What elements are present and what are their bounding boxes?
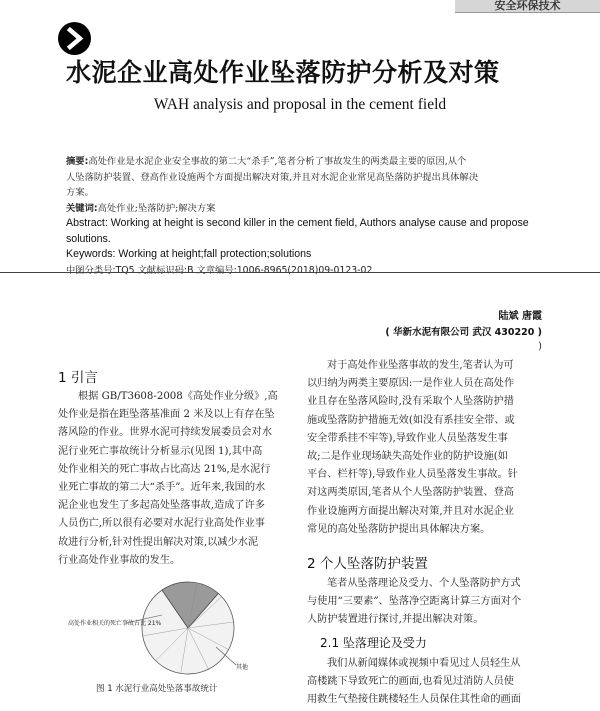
right-column-body bbox=[307, 357, 547, 539]
body-line: 以归纳为两类主要原因:一是作业人员在高处作 bbox=[307, 378, 515, 390]
body-line: 故;二是作业现场缺失高处作业的防护设施(如 bbox=[307, 450, 508, 462]
section-2-1-heading: 2.1 坠落理论及受力 bbox=[320, 636, 427, 650]
section-2-1-body bbox=[307, 655, 547, 710]
body-line: 用救生气垫接住跳楼轻生人员保住其性命的画面 bbox=[307, 694, 521, 706]
body-line: 我们从新闻媒体或视频中看见过人员轻生从 bbox=[327, 658, 521, 669]
article-title: 水泥企业高处作业坠落防护分析及对策 bbox=[66, 58, 500, 87]
body-line: 业且存在坠落风险时,没有采取个人坠落防护措 bbox=[307, 396, 514, 408]
keywords-en: Keywords: Working at height;fall protection;solutions bbox=[66, 248, 312, 260]
abstract-cn bbox=[66, 154, 544, 201]
body-line: 笔者从坠落理论及受力、个人坠落防护方式 bbox=[327, 578, 521, 589]
abstract-line: 方案。 bbox=[66, 187, 94, 198]
body-line: 泥企业也发生了多起高处坠落事故,造成了许多 bbox=[58, 500, 265, 512]
body-line: 对于高处作业坠落事故的发生,笔者认为可 bbox=[327, 360, 514, 371]
body-line: 故进行分析,针对性提出解决对策,以减少水泥 bbox=[58, 536, 259, 548]
keywords-label: 关键词: bbox=[66, 202, 98, 214]
body-line: 业死亡事故的第二大“杀手”。近年来,我国的水 bbox=[58, 481, 266, 493]
body-line: 对这两类原因,笔者从个人坠落防护装置、登高 bbox=[307, 487, 514, 499]
body-line: 泥行业死亡事故统计分析显示(见图 1),其中高 bbox=[58, 445, 263, 457]
keywords-cn bbox=[66, 201, 544, 217]
journal-section-tab: 安全环保技术 bbox=[455, 0, 600, 13]
section-2-body bbox=[307, 575, 547, 630]
section-1-heading: 1 引言 bbox=[58, 370, 98, 386]
body-line: 常见的高处坠落防护提出具体解决方案。 bbox=[307, 523, 491, 535]
body-line: 处作业是指在距坠落基准面 2 米及以上有存在坠 bbox=[58, 409, 275, 421]
section-arrow-icon bbox=[58, 22, 91, 55]
body-line: 施或坠落防护措施无效(如没有系挂安全带、或 bbox=[307, 414, 515, 426]
figure-caption: 图 1 水泥行业高处坠落事故统计 bbox=[96, 684, 218, 694]
abstract-label: 摘要: bbox=[66, 156, 89, 167]
body-line: 根据 GB/T3608-2008《高处作业分级》,高 bbox=[78, 391, 278, 402]
abstract-block bbox=[66, 154, 544, 278]
body-line: 人员伤亡,所以很有必要对水泥行业高处作业事 bbox=[58, 518, 265, 530]
body-line: 与使用“三要素”、坠落净空距离计算三方面对个 bbox=[307, 596, 522, 608]
article-subtitle-en: WAH analysis and proposal in the cement field bbox=[153, 96, 447, 113]
body-line: 行业高处作业事故的发生。 bbox=[58, 554, 181, 566]
pie-label-highlight: 高处作业相关的死亡事故占比 21% bbox=[68, 620, 162, 627]
abstract-line: 人坠落防护装置、登高作业设施两个方面提出解决对策,并且对水泥企业常见高坠落防护提出具体解决 bbox=[66, 171, 479, 183]
pie-label-other: 其他 bbox=[236, 664, 249, 671]
body-line: 作业设施两方面提出解决对策,并且对水泥企业 bbox=[307, 505, 514, 517]
section-2-heading: 2 个人坠落防护装置 bbox=[307, 556, 428, 572]
abstract-en: Abstract: Working at height is second killer in the cement field, Authors analyse cause and propose solutions. bbox=[66, 217, 529, 245]
keywords-text: 高处作业;坠落防护;解决方案 bbox=[97, 202, 216, 214]
body-line: 落风险的作业。世界水泥可持续发展委员会对水 bbox=[58, 427, 272, 439]
authors: 陆斌 唐霞 bbox=[498, 311, 542, 322]
abstract-line: 高处作业是水泥企业安全事故的第二大“杀手”,笔者分析了事故发生的两类最主要的原因,从个 bbox=[88, 156, 467, 167]
divider-line bbox=[0, 272, 600, 273]
body-line: 处作业相关的死亡事故占比高达 21%,是水泥行 bbox=[58, 463, 271, 475]
body-line: 平台、栏杆等),导致作业人员坠落发生事故。针 bbox=[307, 469, 518, 481]
classification-line: 中图分类号:TQ5 文献标识码:B 文章编号:1006-8965(2018)09-0123-02 bbox=[66, 264, 373, 276]
affiliation: ( 华新水泥有限公司 武汉 430220 ) bbox=[385, 327, 542, 338]
affiliation-close: ) bbox=[538, 341, 542, 352]
figure-1 bbox=[66, 573, 296, 693]
body-line: 安全带系挂不牢等),导致作业人员坠落发生事 bbox=[307, 432, 508, 444]
body-line: 人防护装置进行探讨,并提出解决对策。 bbox=[307, 614, 484, 626]
body-line: 高楼跳下导致死亡的画面,也看见过消防人员使 bbox=[307, 676, 514, 688]
section-1-body bbox=[58, 388, 292, 570]
